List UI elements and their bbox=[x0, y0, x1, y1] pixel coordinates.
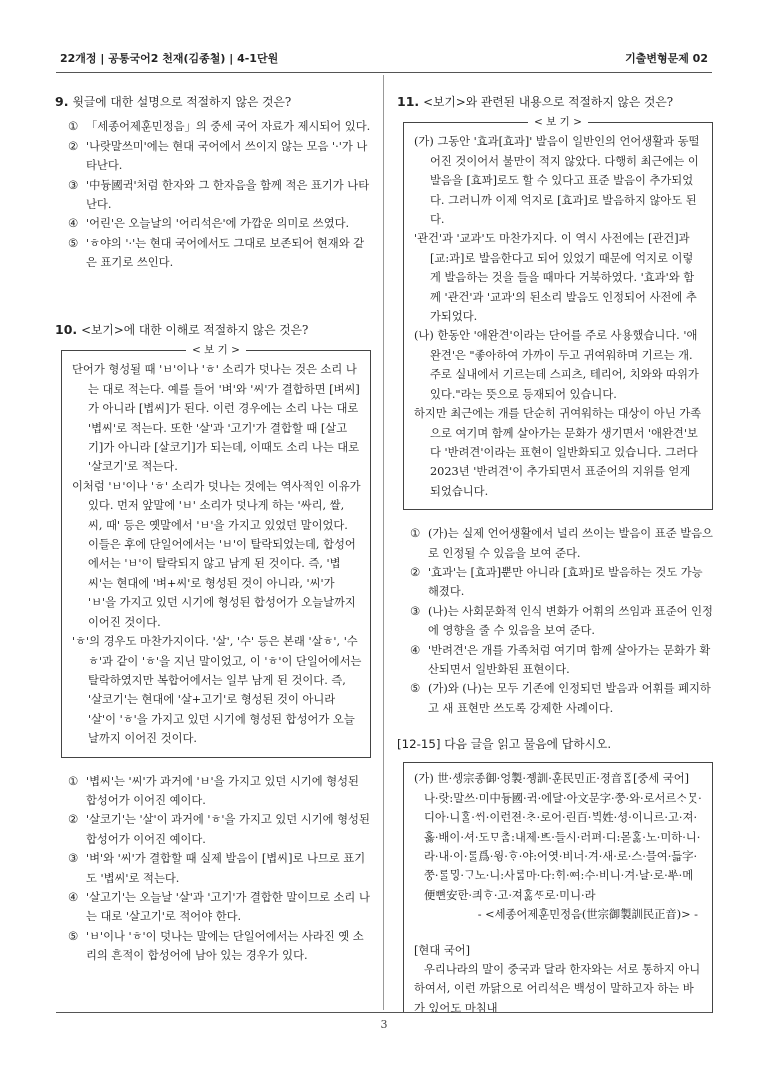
q10-option-1[interactable]: ① '볍씨'는 '씨'가 과거에 'ㅂ'을 가지고 있던 시기에 형성된 합성어가 이어진 예이다. bbox=[68, 774, 359, 807]
column-divider bbox=[383, 75, 384, 1010]
question-stem: 윗글에 대한 설명으로 적절하지 않은 것은? bbox=[72, 95, 292, 109]
footer-rule bbox=[56, 1012, 712, 1013]
bogi-paragraph: 단어가 형성될 때 'ㅂ'이나 'ㅎ' 소리가 덧나는 것은 소리 나는 대로 적는다. 예를 들어 '벼'와 '씨'가 결합하면 [벼씨]가 아니라 [볍씨]가 된다. 이런 경우에는 소리 나는 대로 '볍씨'로 적는다. 또한 '살'과 '고기'가 결합할 때 [살고기]가 아니라 [살코기]가 되는데, 이때도 소리 나는 대로 '살코기'로 적는다. bbox=[72, 363, 360, 474]
bogi-paragraph: 하지만 최근에는 개를 단순히 귀여워하는 대상이 아닌 가족으로 여기며 함께 살아가는 문화가 생기면서 '애완견'보다 '반려견'이라는 표현이 일반화되고 있습니다. 그러다 2023년 '반려견'이 추가되면서 표준어의 지위를 얻게 되었습니다. bbox=[414, 407, 702, 498]
q10-option-2[interactable]: ② '살코기'는 '살'이 과거에 'ㅎ'을 가지고 있던 시기에 형성된 합성어가 이어진 예이다. bbox=[68, 813, 370, 846]
q9-option-2[interactable]: ② '나랏말쓰미'에는 현대 국어에서 쓰이지 않는 모음 '·'가 나타난다. bbox=[68, 139, 368, 173]
q11-option-5[interactable]: ⑤ (가)와 (나)는 모두 기존에 인정되던 발음과 어휘를 폐지하고 새 표현만 쓰도록 강제한 사례이다. bbox=[410, 682, 711, 715]
question-9 bbox=[55, 92, 371, 112]
passage-heading: (가) 世·솅宗종御·엉製·졩訓·훈民민正·졍音ᅙᆞᆷ[중세 국어] bbox=[414, 772, 690, 786]
q11-option-3[interactable]: ③ (나)는 사회문화적 인식 변화가 어휘의 쓰임과 표준어 인정에 영향을 줄 수 있음을 보여 준다. bbox=[410, 604, 713, 638]
bogi-paragraph: 이처럼 'ㅂ'이나 'ㅎ' 소리가 덧나는 것에는 역사적인 이유가 있다. 먼저 앞말에 'ㅂ' 소리가 덧나게 하는 '싸리, 쌀, 씨, 때' 등은 옛말에서 'ㅂ'을 가지고 있었던 말이었다. 이들은 후에 단일어에서는 'ㅂ'이 탈락되었는데, 합성어에서는 'ㅂ'이 탈락되지 않고 남게 된 것이다. 즉, '볍씨'는 현대에 '벼+씨'로 형성된 것이 아니라, '씨'가 'ㅂ'을 가지고 있던 시기에 형성된 합성어가 오늘날까지 이어진 것이다. bbox=[72, 479, 361, 629]
q10-bogi-box bbox=[61, 344, 371, 757]
bogi-paragraph: 'ㅎ'의 경우도 마찬가지이다. '살', '수' 등은 본래 '살ㅎ', '수ㅎ'과 같이 'ㅎ'을 지닌 말이었고, 이 'ㅎ'이 단일어에서는 탈락하였지만 복합어에서는 일부 남게 된 것이다. 즉, '살코기'는 현대에 '살+고기'로 형성된 것이 아니라 '살'이 'ㅎ'을 가지고 있던 시기에 형성된 합성어가 오늘날까지 이어진 것이다. bbox=[72, 635, 362, 746]
q11-options bbox=[397, 524, 713, 718]
q10-option-4[interactable]: ④ '살고기'는 오늘날 '살'과 '고기'가 결합한 말이므로 소리 나는 대로 '살고기'로 적어야 한다. bbox=[68, 890, 370, 924]
passage-source: - <세종어제훈민정음(世宗御製訓民正音)> - bbox=[477, 908, 698, 922]
q9-option-3[interactable]: ③ '中듕國귁'처럼 한자와 그 한자음을 함께 적은 표기가 나타난다. bbox=[68, 178, 370, 212]
right-column bbox=[397, 92, 713, 718]
question-10 bbox=[55, 320, 371, 340]
modern-heading: [현대 국어] bbox=[414, 943, 471, 957]
q10-option-3[interactable]: ③ '벼'와 '씨'가 결합할 때 실제 발음이 [볍씨]로 나므로 표기도 '볍씨'로 적는다. bbox=[68, 852, 366, 885]
page-number: 3 bbox=[380, 1018, 388, 1031]
middle-korean-text: 나·랏:말쓰·미中듕國·귁·에달·아文문字·쭝·와·로서르ᄉᆞᄆᆞᆺ·디아·니ᄒᆞᆯ·ᄊᆡ·이런젼·ᄎᆞ·로어·린百·ᄇᆡᆨ姓·셩·이니르·고·져·홇·배이·셔·도ᄆᆞᄎᆞᆷ:내제·ᄠᅳ·들시·러펴·디:몯ᄒᆞᇙ·노·미하·니·라·내·이·ᄅᆞᆯ爲·윙·ᄒᆞ·야:어엿·비너·겨·새·로·스·믈여·듧字·쭝·ᄅᆞᆯᄆᆡᇰ·ᄀᆞ노·니:사ᄅᆞᆷ마·다:ᄒᆡ·ᅇᅧ:수·비니·겨·날·로·ᄡᅮ·메便뼌安ᅙᅡᆫ·킈ᄒᆞ·고·져ᄒᆞᇙᄯᆞ로·미니·라 bbox=[424, 791, 702, 902]
header-rule bbox=[56, 72, 712, 73]
question-number: 10. bbox=[55, 322, 78, 337]
question-11 bbox=[397, 92, 713, 112]
bogi-paragraph: (가) 그동안 '효과[효과]' 발음이 일반인의 언어생활과 동떨어진 것이어서 불만이 적지 않았다. 다행히 최근에는 이 발음을 [효꽈]로도 할 수 있다고 표준 발음이 추가되었다. 그러니까 이제 억지로 [효과]로 발음하지 않아도 된다. bbox=[414, 135, 700, 227]
left-column-q10 bbox=[55, 320, 371, 966]
left-column bbox=[55, 92, 371, 273]
modern-text: 우리나라의 말이 중국과 달라 한자와는 서로 통하지 아니하여서, 이런 까닭으로 어리석은 백성이 말하고자 하는 바가 있어도 마침내 bbox=[414, 963, 701, 1013]
q9-option-1[interactable]: ① 「세종어제훈민정음」의 중세 국어 자료가 제시되어 있다. bbox=[68, 120, 371, 134]
question-number: 11. bbox=[397, 94, 420, 109]
bogi-paragraph: '관건'과 '교과'도 마찬가지다. 이 역시 사전에는 [관건]과 [교:과]로 발음한다고 되어 있었기 때문에 억지로 이렇게 발음하는 것을 들을 때마다 거북하였다. '효과'와 함께 '관건'과 '교과'의 된소리 발음도 인정되어 사전에 추가되었다. bbox=[414, 232, 697, 324]
section-instruction: [12-15] 다음 글을 읽고 물음에 답하시오. bbox=[397, 737, 612, 751]
passage-box bbox=[403, 762, 713, 1013]
header-right: 기출변형문제 02 bbox=[625, 52, 708, 65]
q11-option-2[interactable]: ② '효과'는 [효과]뿐만 아니라 [효꽈]로 발음하는 것도 가능해졌다. bbox=[410, 565, 703, 599]
q11-option-1[interactable]: ① (가)는 실제 언어생활에서 널리 쓰이는 발음이 표준 발음으로 인정될 수 있음을 보여 준다. bbox=[410, 527, 713, 560]
q9-options bbox=[55, 117, 371, 272]
question-stem: <보기>와 관련된 내용으로 적절하지 않은 것은? bbox=[423, 95, 674, 109]
bogi-title: < 보 기 > bbox=[62, 342, 370, 358]
q9-option-5[interactable]: ⑤ 'ㅎ야의 '·'는 현대 국어에서도 그대로 보존되어 현재와 같은 표기로 쓰인다. bbox=[68, 236, 365, 270]
bogi-paragraph: (나) 한동안 '애완견'이라는 단어를 주로 사용했습니다. '애완견'은 "좋아하여 가까이 두고 귀여워하며 기르는 개. 주로 실내에서 기르는데 스피츠, 테리어, 치와와 따위가 있다."라는 뜻으로 등재되어 있습니다. bbox=[414, 329, 699, 401]
q9-option-4[interactable]: ④ '어린'은 오늘날의 '어리석은'에 가깝운 의미로 쓰였다. bbox=[68, 217, 350, 231]
header-left: 22개정 | 공통국어2 천재(김종철) | 4-1단원 bbox=[60, 52, 279, 65]
question-stem: <보기>에 대한 이해로 적절하지 않은 것은? bbox=[81, 323, 309, 337]
question-number: 9. bbox=[55, 94, 69, 109]
q11-bogi-box bbox=[403, 116, 713, 510]
bogi-title: < 보 기 > bbox=[404, 114, 712, 130]
q10-option-5[interactable]: ⑤ 'ㅂ'이나 'ㅎ'이 덧나는 말에는 단일어에서는 사라진 옛 소리의 흔적이 합성어에 남아 있는 경우가 있다. bbox=[68, 929, 364, 963]
q11-option-4[interactable]: ④ '반려견'은 개를 가족처럼 여기며 함께 살아가는 문화가 확산되면서 일반화된 표현이다. bbox=[410, 643, 711, 676]
q10-options bbox=[55, 772, 371, 966]
right-column-passage bbox=[397, 735, 713, 1013]
